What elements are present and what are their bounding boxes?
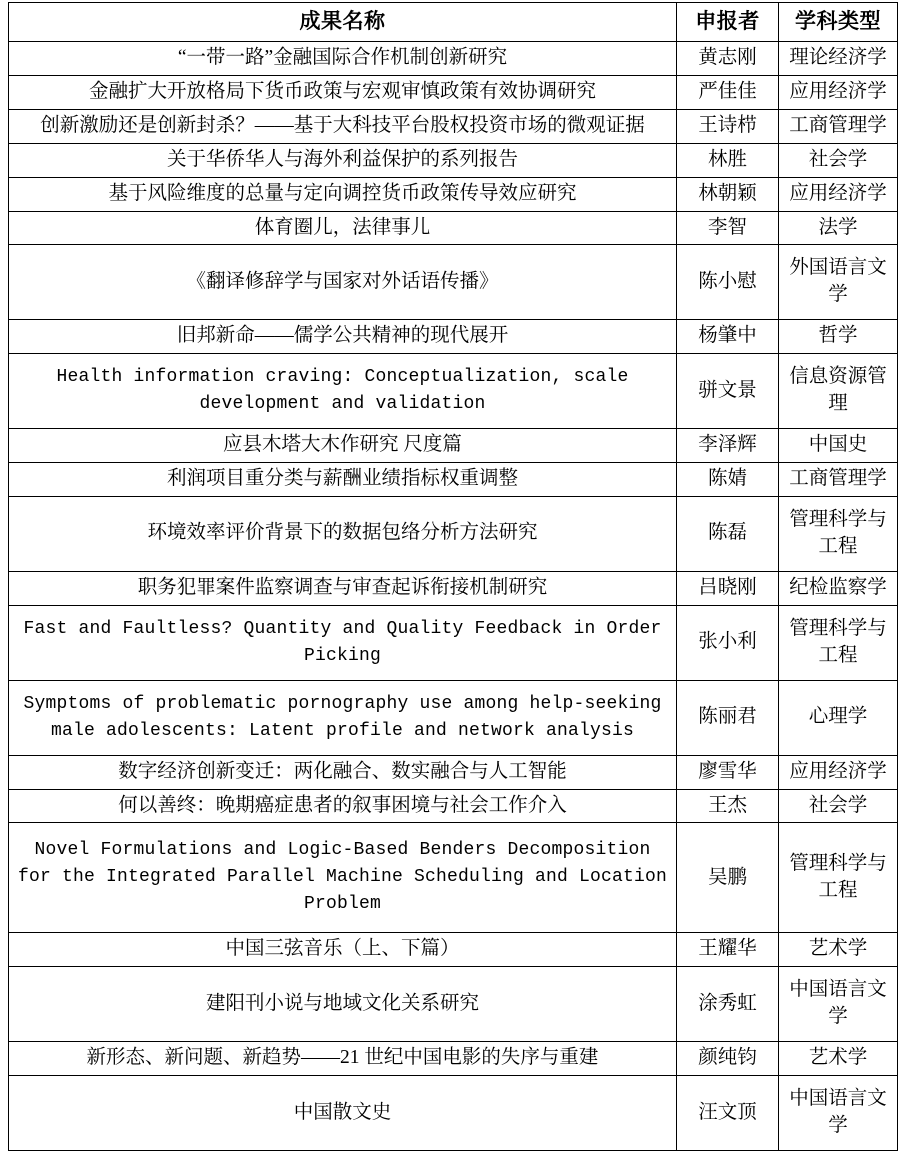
cell-author: 张小利 <box>677 605 779 680</box>
cell-title: Fast and Faultless? Quantity and Quality Feedback in Order Picking <box>9 605 677 680</box>
table-row <box>9 463 898 497</box>
cell-author: 严佳佳 <box>677 75 779 109</box>
cell-subject: 工商管理学 <box>779 463 898 497</box>
cell-author: 杨肇中 <box>677 320 779 354</box>
cell-subject: 艺术学 <box>779 933 898 967</box>
cell-title: 新形态、新问题、新趋势——21 世纪中国电影的失序与重建 <box>9 1042 677 1076</box>
table-header-row <box>9 3 898 42</box>
table-body <box>9 41 898 1150</box>
cell-title: Novel Formulations and Logic-Based Benders Decomposition for the Integrated Parallel Machine Scheduling and Location Problem <box>9 823 677 933</box>
cell-subject: 中国语言文学 <box>779 967 898 1042</box>
table-row <box>9 109 898 143</box>
cell-author: 李智 <box>677 211 779 245</box>
table-row <box>9 41 898 75</box>
cell-subject: 法学 <box>779 211 898 245</box>
cell-subject: 艺术学 <box>779 1042 898 1076</box>
cell-title: Health information craving: Conceptualization, scale development and validation <box>9 354 677 429</box>
cell-subject: 应用经济学 <box>779 75 898 109</box>
cell-title: 金融扩大开放格局下货币政策与宏观审慎政策有效协调研究 <box>9 75 677 109</box>
table-row <box>9 755 898 789</box>
cell-author: 陈磊 <box>677 496 779 571</box>
cell-author: 陈小慰 <box>677 245 779 320</box>
table-row <box>9 789 898 823</box>
cell-subject: 信息资源管理 <box>779 354 898 429</box>
cell-subject: 管理科学与工程 <box>779 823 898 933</box>
column-header-author: 申报者 <box>677 3 779 42</box>
cell-subject: 纪检监察学 <box>779 571 898 605</box>
table-row <box>9 75 898 109</box>
cell-subject: 理论经济学 <box>779 41 898 75</box>
cell-author: 廖雪华 <box>677 755 779 789</box>
cell-author: 黄志刚 <box>677 41 779 75</box>
cell-subject: 社会学 <box>779 143 898 177</box>
table-row <box>9 429 898 463</box>
cell-author: 涂秀虹 <box>677 967 779 1042</box>
table-header <box>9 3 898 42</box>
cell-title: 建阳刊小说与地域文化关系研究 <box>9 967 677 1042</box>
table-row <box>9 967 898 1042</box>
table-row <box>9 143 898 177</box>
cell-title: 何以善终：晚期癌症患者的叙事困境与社会工作介入 <box>9 789 677 823</box>
cell-author: 吴鹏 <box>677 823 779 933</box>
cell-subject: 中国史 <box>779 429 898 463</box>
table-row <box>9 354 898 429</box>
cell-subject: 中国语言文学 <box>779 1076 898 1151</box>
cell-subject: 工商管理学 <box>779 109 898 143</box>
cell-author: 林朝颖 <box>677 177 779 211</box>
table-row <box>9 245 898 320</box>
column-header-subject: 学科类型 <box>779 3 898 42</box>
cell-subject: 应用经济学 <box>779 177 898 211</box>
cell-author: 吕晓刚 <box>677 571 779 605</box>
cell-author: 颜纯钧 <box>677 1042 779 1076</box>
cell-title: 数字经济创新变迁：两化融合、数实融合与人工智能 <box>9 755 677 789</box>
cell-author: 骈文景 <box>677 354 779 429</box>
cell-subject: 应用经济学 <box>779 755 898 789</box>
cell-title: 应县木塔大木作研究 尺度篇 <box>9 429 677 463</box>
table-row <box>9 933 898 967</box>
table-row <box>9 177 898 211</box>
column-header-title: 成果名称 <box>9 3 677 42</box>
cell-title: 中国三弦音乐（上、下篇） <box>9 933 677 967</box>
cell-author: 王耀华 <box>677 933 779 967</box>
cell-title: 关于华侨华人与海外利益保护的系列报告 <box>9 143 677 177</box>
cell-author: 林胜 <box>677 143 779 177</box>
cell-subject: 哲学 <box>779 320 898 354</box>
cell-subject: 管理科学与工程 <box>779 605 898 680</box>
cell-subject: 外国语言文学 <box>779 245 898 320</box>
table-row <box>9 680 898 755</box>
cell-title: 《翻译修辞学与国家对外话语传播》 <box>9 245 677 320</box>
table-row <box>9 496 898 571</box>
table-row <box>9 1042 898 1076</box>
cell-title: 职务犯罪案件监察调查与审查起诉衔接机制研究 <box>9 571 677 605</box>
cell-author: 李泽辉 <box>677 429 779 463</box>
cell-author: 汪文顶 <box>677 1076 779 1151</box>
results-table <box>8 2 898 1151</box>
cell-subject: 管理科学与工程 <box>779 496 898 571</box>
table-row <box>9 211 898 245</box>
table-row <box>9 605 898 680</box>
cell-author: 陈丽君 <box>677 680 779 755</box>
cell-title: 中国散文史 <box>9 1076 677 1151</box>
table-row <box>9 823 898 933</box>
cell-title: 创新激励还是创新封杀？——基于大科技平台股权投资市场的微观证据 <box>9 109 677 143</box>
cell-author: 王诗栉 <box>677 109 779 143</box>
table-row <box>9 571 898 605</box>
cell-subject: 社会学 <box>779 789 898 823</box>
table-row <box>9 320 898 354</box>
cell-title: “一带一路”金融国际合作机制创新研究 <box>9 41 677 75</box>
cell-title: 旧邦新命——儒学公共精神的现代展开 <box>9 320 677 354</box>
cell-title: 环境效率评价背景下的数据包络分析方法研究 <box>9 496 677 571</box>
cell-author: 王杰 <box>677 789 779 823</box>
cell-author: 陈婧 <box>677 463 779 497</box>
cell-title: Symptoms of problematic pornography use among help-seeking male adolescents: Latent profile and network analysis <box>9 680 677 755</box>
cell-subject: 心理学 <box>779 680 898 755</box>
table-row <box>9 1076 898 1151</box>
cell-title: 利润项目重分类与薪酬业绩指标权重调整 <box>9 463 677 497</box>
cell-title: 基于风险维度的总量与定向调控货币政策传导效应研究 <box>9 177 677 211</box>
cell-title: 体育圈儿，法律事儿 <box>9 211 677 245</box>
